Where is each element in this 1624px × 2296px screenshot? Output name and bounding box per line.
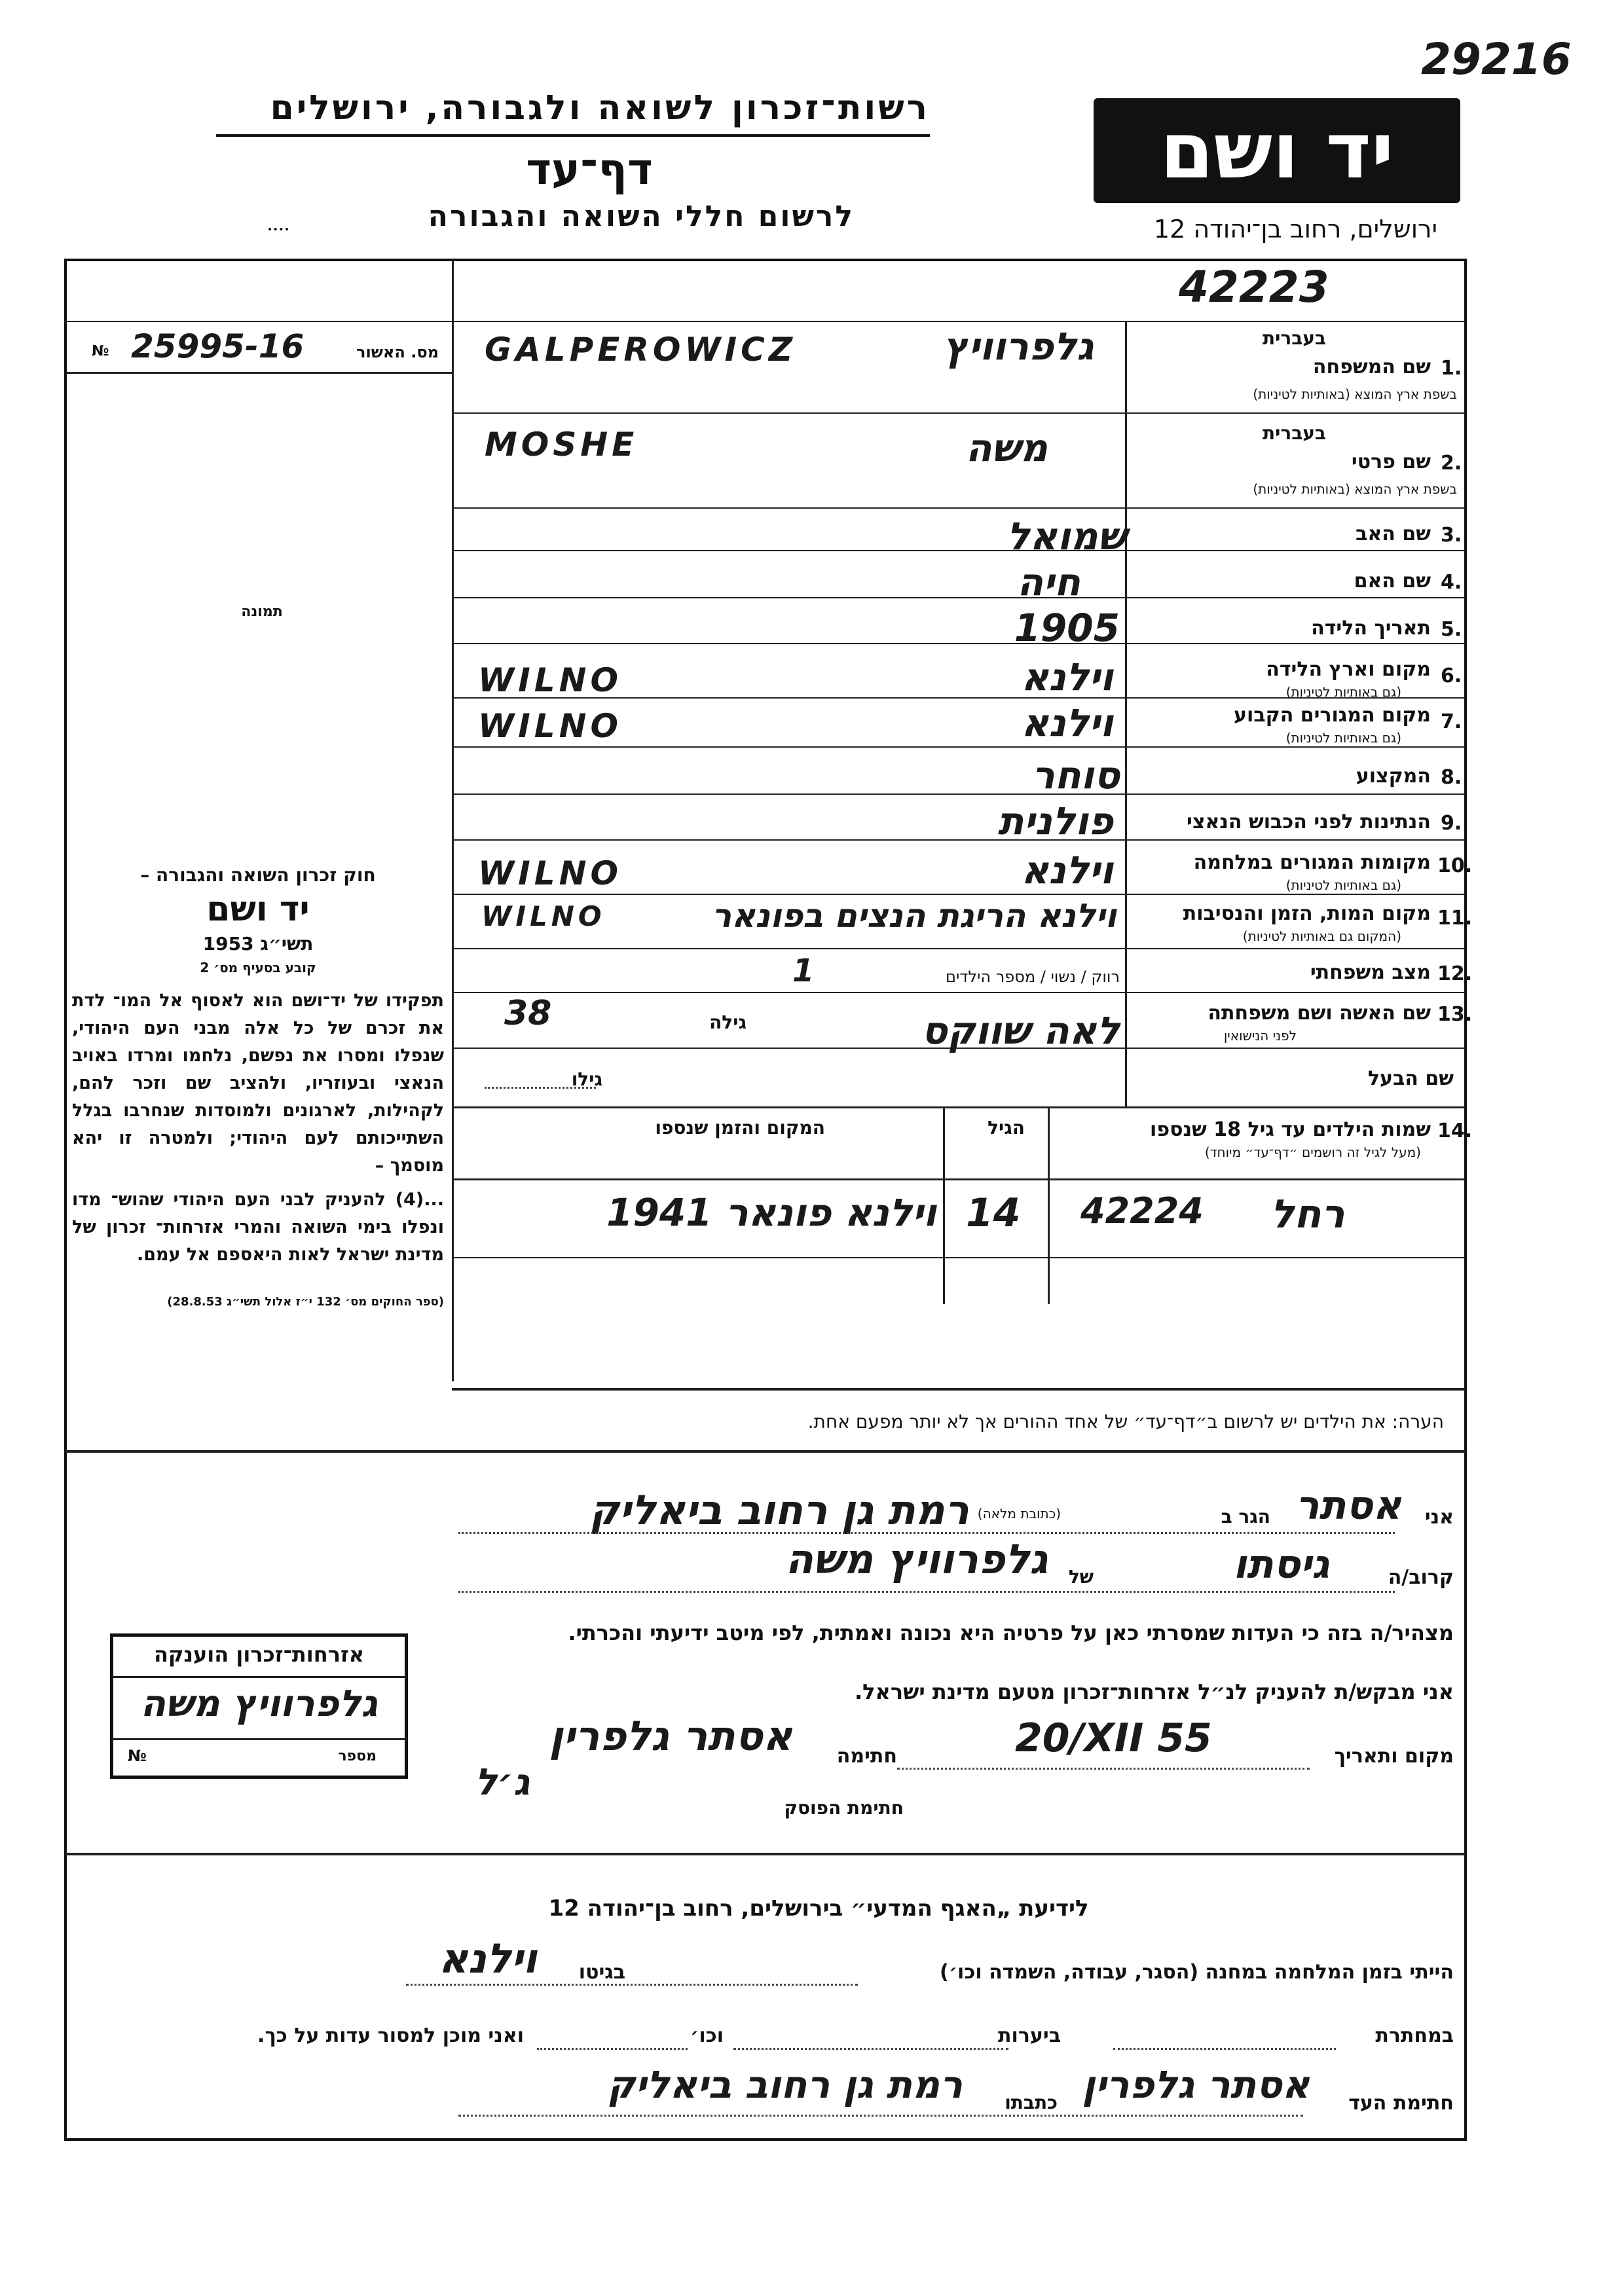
form-subtitle: לרשום חללי השואה והגבורה: [428, 200, 855, 233]
declaration-statement: מצהיר/ה בזה כי העדות שמסרתי כאן על פרטיה היא נכונה ואמתית, לפי מיטב ידיעתי והכרתי.: [568, 1620, 1454, 1645]
birth-place-latin: WILNO: [478, 661, 622, 699]
label-column-divider: [1125, 321, 1127, 1106]
forests-label: ביערות: [998, 2024, 1061, 2047]
ready-statement: ואני מוכן למסור עדות על כך.: [257, 2024, 524, 2047]
child-name: רחל: [1270, 1192, 1345, 1237]
children-place-header: המקום והזמן שנספו: [655, 1117, 825, 1139]
child-age: 14: [966, 1190, 1021, 1236]
wife-age: 38: [504, 994, 552, 1033]
father-name: שמואל: [1006, 514, 1126, 558]
i-label: אני: [1424, 1506, 1454, 1529]
law-text-citizenship: ...(4) להעניק לבני העם היהודי שהוש־ מדו ונפלו בימי השואה והמרי אזרחות־ זכרון של מדינת ישראל לאות היאספם אל עמם.: [72, 1190, 444, 1265]
row12-sublabel: רווק / נשוי / מספר הילדים: [946, 968, 1120, 986]
registry-number-row: [92, 327, 439, 367]
photo-placeholder-label: תמונה: [241, 604, 283, 620]
law-year: 1953: [202, 933, 254, 955]
citizenship-box-name: גלפרוויץ משה: [140, 1683, 378, 1725]
row11-label: מקום המות, הזמן והנסיבות: [1183, 902, 1431, 925]
relative-dots: [458, 1591, 1395, 1593]
address-line: ירושלים, רחוב בן־יהודה 12: [1153, 215, 1437, 244]
row7-label: מקום המגורים הקבוע: [1234, 704, 1431, 727]
citizenship-box-title: אזרחות־זכרון הוענקה: [153, 1642, 365, 1667]
death-place-latin: WILNO: [481, 900, 606, 932]
archive-number: 29216: [1421, 34, 1572, 84]
law-year-heb: תשי״ג: [260, 933, 314, 955]
row5-number: 5.: [1441, 618, 1462, 641]
first-name-hebrew: משה: [965, 426, 1048, 470]
profession: סוחר: [1031, 753, 1120, 797]
wife-name: לאה שווקס: [921, 1008, 1120, 1053]
row11-number: 11.: [1437, 907, 1473, 930]
row1-number: 1.: [1441, 357, 1462, 380]
relative-of: גלפרוויץ משה: [785, 1535, 1048, 1583]
row3-number: 3.: [1441, 524, 1462, 547]
row-divider: [452, 746, 1466, 748]
row8-number: 8.: [1441, 766, 1462, 789]
children-number: 14.: [1437, 1120, 1473, 1142]
registry-label: מס. האשור: [356, 343, 439, 361]
ghetto-value: וילנא: [438, 1935, 537, 1982]
row4-number: 4.: [1441, 571, 1462, 594]
authority-line: רשות־זכרון לשואה ולגבורה, ירושלים: [270, 88, 930, 128]
children-age-header: הגיל: [987, 1117, 1025, 1139]
law-text-mandate: תפקידו של יד־ושם הוא לאסוף אל המו־ לדת את זכרם של כל אלה מבני העם היהודי, שנפלו ומסרו את נפשם, נלחמו ומרדו באויב הנאצי ובעוזריו, ולהציב שם וזכר להם, לקהילות, לארגונים ולמוסדות שנחרבו בגלל השתייכותם לעם היהודי; ולמטרה זו יהא מוסמך –: [72, 991, 444, 1176]
etc-dots: [537, 2048, 688, 2050]
note-top-line: [452, 1388, 1466, 1391]
row-divider: [452, 992, 1466, 993]
note-bottom-line: [65, 1450, 1466, 1453]
camp-line: הייתי בזמן המלחמה במחנה (הסגר, עבודה, השמדה וכו׳): [940, 1961, 1454, 1984]
row-divider: [452, 894, 1466, 895]
bottom-section-line: [65, 1853, 1466, 1855]
signature-label: חתימה: [836, 1745, 897, 1768]
bottom-title: לידיעת „האגף המדעי״ בירושלים, רחוב בן־יהודה 12: [548, 1895, 1089, 1922]
law-year-line: [72, 933, 444, 955]
citizenship-box-title-line: [111, 1676, 407, 1678]
children-row-line: [452, 1257, 1466, 1258]
citizenship-box-number-label: מספר: [338, 1748, 377, 1764]
etc-label: וכו׳: [690, 2024, 724, 2047]
authority-underline: [216, 134, 930, 137]
wartime-residence-hebrew: וילנא: [1021, 848, 1113, 892]
row3-label: שם האב: [1356, 522, 1431, 545]
row4-label: שם האם: [1354, 570, 1431, 592]
law-clause: קובע בסעיף מס׳ 2: [200, 960, 316, 975]
wife-age-label: גילה: [709, 1011, 747, 1033]
address-dots: [458, 1532, 1395, 1534]
nationality: פולנית: [997, 799, 1113, 843]
sidebar-top-line: [65, 321, 452, 322]
children-title: שמות הילדים עד גיל 18 שנספו: [1150, 1118, 1431, 1141]
forests-dots: [733, 2048, 1008, 2050]
witness-label: חתימת העד: [1348, 2092, 1454, 2115]
form-serial-number: 42223: [1179, 262, 1329, 312]
row-divider: [452, 643, 1466, 644]
note-text: הערה: את הילדים יש לרשום ב״דף־עד״ של אחד ההורים אך לא יותר מפעם אחת.: [807, 1411, 1444, 1432]
row2-number: 2.: [1441, 452, 1462, 475]
row-divider: [452, 948, 1466, 949]
declarant-address: רמת גן רחוב ביאליק: [589, 1486, 969, 1534]
relation: גיסתו: [1233, 1542, 1329, 1588]
row5-label: תאריך הלידה: [1311, 617, 1431, 640]
husband-age-label: גילו: [571, 1068, 602, 1090]
of-label: של: [1068, 1566, 1094, 1588]
row2-label: שם פרטי: [1351, 450, 1431, 473]
registry-underline: [65, 372, 452, 374]
resides-label: הגר ב: [1221, 1506, 1270, 1527]
residence-hebrew: וילנא: [1021, 701, 1113, 745]
wartime-residence-latin: WILNO: [478, 854, 622, 892]
family-name-latin: GALPEROWICZ: [485, 331, 797, 369]
yad-vashem-logo: [1094, 98, 1460, 203]
official-initials: ג׳ל: [475, 1761, 530, 1804]
ghetto-label: בגיטו: [578, 1961, 625, 1984]
mother-name: חיה: [1017, 560, 1080, 604]
row1-lang-label: בעברית: [1262, 327, 1326, 349]
place-date-label: מקום ותאריך: [1334, 1745, 1454, 1768]
citizenship-box-name-line: [111, 1738, 407, 1740]
logo-text: יד ושם: [1160, 105, 1394, 196]
law-name: יד ושם: [206, 890, 310, 929]
row12-label: מצב משפחתי: [1310, 961, 1431, 984]
children-subtitle: (מעל לגיל זה רושמים ״דף־עד״ מיוחד): [1204, 1144, 1421, 1160]
citizenship-request: אני מבקש/ת להעניק לנ״ל אזרחות־זכרון מטעם מדינת ישראל.: [855, 1679, 1454, 1704]
sidebar-divider: [452, 260, 454, 1381]
children-col-divider-1: [943, 1108, 945, 1304]
row10-label: מקומות המגורים במלחמה: [1193, 851, 1431, 874]
witness-address: רמת גן רחוב ביאליק: [607, 2062, 963, 2107]
relative-label: קרוב/ה: [1388, 1566, 1454, 1589]
row10-number: 10.: [1437, 854, 1473, 877]
row-divider: [452, 550, 1466, 551]
partisans-dots: [1113, 2048, 1336, 2050]
birth-place-hebrew: וילנא: [1021, 655, 1113, 699]
subtitle-dots: [268, 228, 288, 230]
citizenship-box-no-sign: №: [128, 1747, 147, 1765]
fields-top-line: [452, 321, 1466, 322]
address-hint: (כתובת מלאה): [977, 1506, 1061, 1522]
row9-number: 9.: [1441, 812, 1462, 835]
date-dots: [897, 1768, 1310, 1770]
row6-label: מקום וארץ הלידה: [1266, 658, 1431, 681]
husband-age-dots: [485, 1087, 596, 1089]
row12-number: 12.: [1437, 962, 1473, 985]
child-file-number: 42224: [1080, 1190, 1204, 1231]
form-title: דף־עד: [526, 144, 653, 194]
witness-address-label: כתבתו: [1005, 2092, 1058, 2113]
row13-sublabel: לפני הנישואין: [1223, 1028, 1297, 1044]
row-divider: [452, 597, 1466, 598]
children-header-line: [452, 1178, 1466, 1180]
death-place-hebrew: וילנא הריגת הנצים בפונאר: [712, 897, 1116, 935]
row7-sublabel: (גם באותיות לטיניות): [1285, 730, 1401, 746]
law-heading: חוק זכרון השואה והגבורה –: [140, 864, 376, 886]
row-divider: [452, 507, 1466, 509]
row2-lang-label: בעברית: [1262, 422, 1326, 444]
children-col-divider-2: [1048, 1108, 1050, 1304]
row2-sublabel: בשפת ארץ המוצא (באותיות לטיניות): [1253, 481, 1457, 497]
row10-sublabel: (גם באותיות לטיניות): [1285, 877, 1401, 893]
row6-number: 6.: [1441, 665, 1462, 687]
children-top-line: [452, 1106, 1466, 1108]
law-source: (ספר החוקים מס׳ 132 י״ז אלול תשי״ג 28.8.53): [167, 1295, 444, 1309]
witness-signature: אסתר גלפרין: [1082, 2062, 1310, 2107]
partisans-label: במחתרת: [1375, 2024, 1454, 2047]
camp-dots: [406, 1984, 858, 1986]
first-name-latin: MOSHE: [485, 426, 638, 464]
row9-label: הנתינות לפני הכבוש הנאצי: [1187, 811, 1431, 833]
row-divider: [452, 839, 1466, 841]
official-signature-label: חתימת הפוסק: [784, 1797, 904, 1819]
family-name-hebrew: גלפרוויץ: [943, 324, 1094, 369]
child-death-place: וילנא פונאר 1941: [606, 1190, 936, 1235]
row13-number: 13.: [1437, 1003, 1473, 1026]
row8-label: המקצוע: [1356, 765, 1431, 788]
declarant-signature: אסתר גלפרין: [549, 1712, 792, 1760]
marital-children-count: 1: [792, 953, 815, 989]
row1-sublabel: בשפת ארץ המוצא (באותיות לטיניות): [1253, 386, 1457, 402]
row-divider: [452, 793, 1466, 795]
row13-label: שם האשה ושם משפחתה: [1208, 1002, 1431, 1025]
declaration-date: 20/XII 55: [1015, 1715, 1212, 1761]
row6-sublabel: (גם באותיות לטיניות): [1285, 684, 1401, 700]
residence-latin: WILNO: [478, 707, 622, 745]
registry-number: 25995-16: [131, 327, 304, 365]
no-sign: №: [92, 343, 109, 359]
declarant-name: אסתר: [1295, 1483, 1401, 1529]
witness-dots: [458, 2115, 1303, 2117]
row1-label: שם המשפחה: [1312, 355, 1431, 378]
husband-label: שם הבעל: [1367, 1067, 1454, 1090]
law-block: [72, 864, 444, 1309]
row7-number: 7.: [1441, 710, 1462, 733]
row11-sublabel: (המקום גם באותיות לטיניות): [1242, 928, 1401, 944]
birth-date: 1905: [1014, 606, 1120, 650]
row-divider: [452, 412, 1466, 414]
